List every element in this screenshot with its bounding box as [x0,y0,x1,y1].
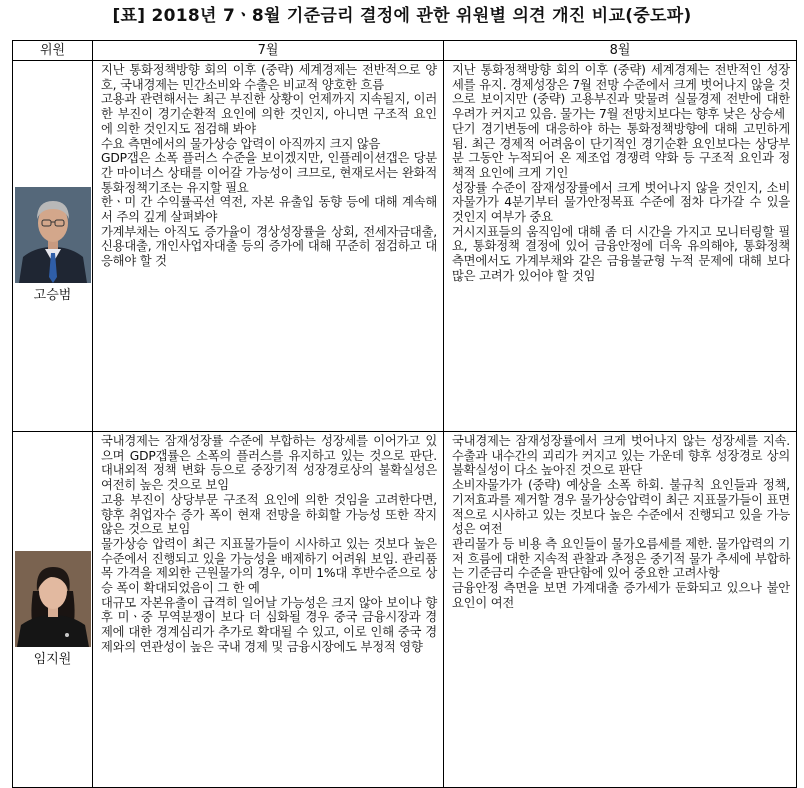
member-photo [15,187,91,283]
header-august: 8월 [444,41,797,61]
opinion-paragraph: 고용 부진이 상당부문 구조적 요인에 의한 것임을 고려한다면, 향후 취업자수 증가 폭이 현재 전망을 하회할 가능성 또한 작지 않은 것으로 보임 [101,492,437,537]
opinion-paragraph: 성장률 수준이 잠재성장률에서 크게 벗어나지 않을 것인지, 소비자물가가 4분기부터 물가안정목표 수준에 점차 다가갈 수 있을 것인지 여부가 중요 [452,180,790,225]
portrait-woman-icon [15,551,91,647]
opinion-paragraph: 물가상승 압력이 최근 지표물가들이 시사하고 있는 것보다 높은 수준에서 진행되고 있을 가능성을 배제하기 어려워 보임. 관리품목 가격을 제외한 근원물가의 경우, 이미 1%대 후반수준으로 상승 폭이 확대되었음이 그 한 예 [101,536,437,596]
member-name: 임지원 [33,651,72,667]
august-opinion-cell [444,61,797,432]
member-cell [13,61,93,432]
opinion-paragraph: 금융안정 측면을 보면 가계대출 증가세가 둔화되고 있으나 불안요인이 여전 [452,581,790,610]
portrait-man-icon [15,187,91,283]
opinion-paragraph: 고용과 관련해서는 최근 부진한 상황이 언제까지 지속될지, 이러한 부진이 경기순환적 요인에 의한 것인지, 아니면 구조적 요인에 의한 것인지도 점검해 봐야 [101,92,437,136]
header-member: 위원 [13,41,93,61]
opinion-paragraph: 거시지표들의 움직임에 대해 좀 더 시간을 가지고 모니터링할 필요, 통화정책 결정에 있어 금융안정에 더욱 유의해야, 통화정책 측면에서도 가계부채와 같은 금융불균형 누적 문제에 대해 보다 많은 고려가 있어야 할 것임 [452,224,790,283]
opinion-paragraph: 국내경제는 잠재성장률에서 크게 벗어나지 않는 성장세를 지속. 수출과 내수간의 괴리가 커지고 있는 가운데 향후 성장경로 상의 불확실성이 다소 높아진 것으로 판단 [452,434,790,478]
opinion-paragraph: 한ㆍ미 간 수익률곡선 역전, 자본 유출입 동향 등에 대해 계속해서 주의 깊게 살펴봐야 [101,195,437,225]
opinion-paragraph: GDP갭은 소폭 플러스 수준을 보이겠지만, 인플레이션갭은 당분간 마이너스 상태를 이어갈 가능성이 크므로, 현재로서는 완화적 통화정책기조는 유지할 필요 [101,151,437,195]
table-row [13,61,797,432]
header-row [13,41,797,61]
opinion-paragraph: 국내경제는 잠재성장률 수준에 부합하는 성장세를 이어가고 있으며 GDP갭률은 소폭의 플러스를 유지하고 있는 것으로 판단. 대내외적 정책 변화 등으로 중장기적 성장경로상의 불확실성은 여전히 높은 것으로 보임 [101,434,437,493]
header-july: 7월 [93,41,444,61]
july-opinion-cell [93,432,444,788]
opinion-paragraph: 지난 통화정책방향 회의 이후 (중략) 세계경제는 전반적으로 양호, 국내경제는 민간소비와 수출은 비교적 양호한 흐름 [101,63,437,92]
opinion-paragraph: 관리물가 등 비용 측 요인들이 물가오름세를 제한. 물가압력의 기저 흐름에 대한 지속적 관찰과 추정은 중기적 물가 추세에 부합하는 기준금리 수준을 판단함에 있어 중요한 고려사항 [452,536,790,581]
opinion-paragraph: 소비자물가가 (중략) 예상을 소폭 하회. 불규칙 요인들과 정책, 기저효과를 제거할 경우 물가상승압력이 최근 지표물가들이 표면적으로 시사하고 있는 것보다 높은 수준에서 진행되고 있을 가능성은 여전 [452,478,790,537]
opinion-paragraph: 수요 측면에서의 물가상승 압력이 아직까지 크지 않음 [101,136,381,151]
august-opinion-cell [444,432,797,788]
opinion-paragraph: 대규모 자본유출이 급격히 일어날 가능성은 크지 않아 보이나 향후 미ㆍ중 무역분쟁이 보다 더 심화될 경우 중국 금융시장과 경제에 대한 경계심리가 추가로 확대될 수 있고, 이로 인해 중국 경제와의 연관성이 높은 국내 경제 및 금융시장에도 부정적 영향 [101,595,437,654]
member-name: 고승범 [33,288,72,303]
comparison-table [12,40,797,788]
opinion-paragraph: 지난 통화정책방향 회의 이후 (중략) 세계경제는 전반적인 성장세를 유지. 경제성장은 7월 전망 수준에서 크게 벗어나지 않을 것으로 보이지만 (중략) 고용부진과 맞물려 실물경제 전반에 대한 우려가 커지고 있음. 물가는 7월 전망치보다는 향후 낮은 상승세 [452,63,790,122]
table-row [13,432,797,788]
page-title: [표] 2018년 7ㆍ8월 기준금리 결정에 관한 위원별 의견 개진 비교(중도파) [112,6,692,26]
opinion-paragraph: 가계부채는 아직도 증가율이 경상성장률을 상회, 전세자금대출, 신용대출, 개인사업자대출 등의 증가에 대해 꾸준히 점검하고 대응해야 할 것 [101,224,437,269]
member-photo [15,551,91,647]
member-cell [13,432,93,788]
july-opinion-cell [93,61,444,432]
opinion-paragraph: 단기 경기변동에 대응하야 하는 통화정책방향에 대해 고민하게 됨. 최근 경제적 어려움이 단기적인 경기순환 요인보다는 상당부분 그동안 누적되어 온 제조업 경쟁력 약화 등 구조적 요인과 정책적 요인에 크게 기인 [452,121,790,180]
